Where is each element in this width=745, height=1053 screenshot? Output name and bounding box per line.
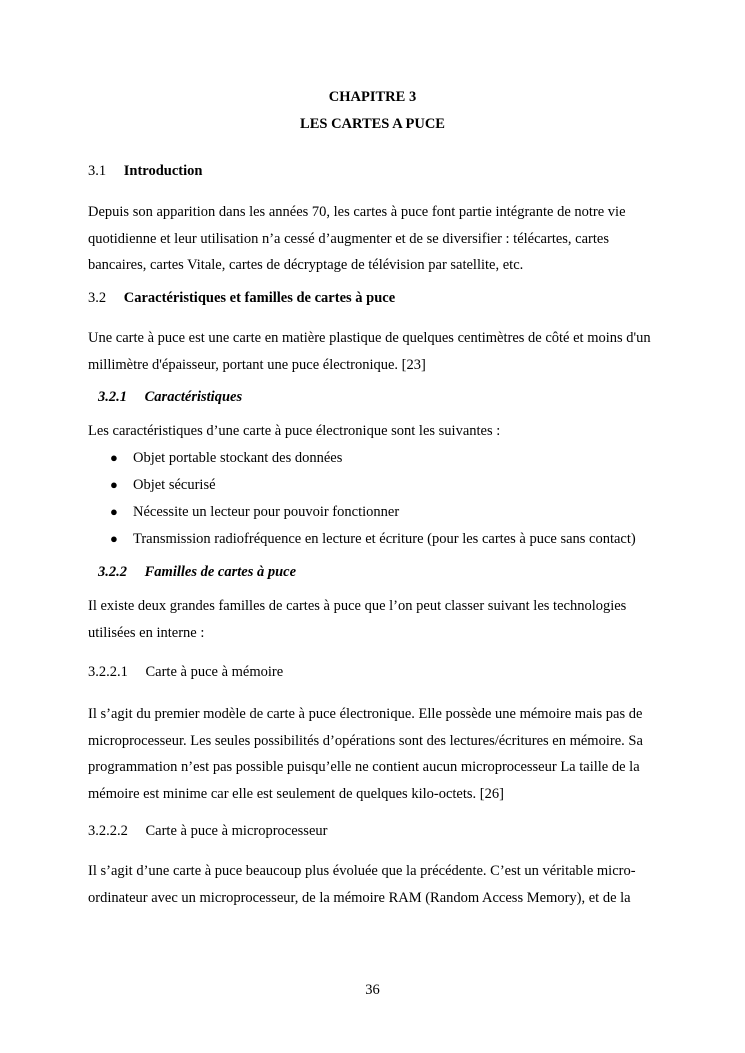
- section-title: Introduction: [123, 163, 203, 179]
- section-3-2-1-heading: [98, 389, 242, 406]
- paragraph-line: Il s’agit d’une carte à puce beaucoup plus évoluée que la précédente. C’est un véritable micro-: [88, 863, 636, 879]
- section-3-1-heading: [88, 163, 202, 180]
- section-3-2-2-1-heading: [88, 664, 283, 681]
- section-title: Caractéristiques et familles de cartes à puce: [123, 290, 396, 306]
- paragraph-line: mémoire est minime car elle est seulement de quelques kilo-octets. [26]: [88, 785, 504, 802]
- section-3-2-2-1-paragraph: [88, 701, 673, 807]
- section-title: Caractéristiques: [144, 389, 243, 405]
- paragraph-line: Une carte à puce est une carte en matière plastique de quelques centimètres de côté et moins d'un: [88, 330, 651, 346]
- bullet-icon: ●: [110, 531, 118, 546]
- bullet-icon: ●: [110, 477, 118, 492]
- paragraph-line: Il existe deux grandes familles de cartes à puce que l’on peut classer suivant les technologies: [88, 598, 627, 614]
- section-3-2-2-2-paragraph: [88, 858, 673, 911]
- section-number: 3.2.1: [98, 389, 127, 405]
- list-item-text: Transmission radiofréquence en lecture et écriture (pour les cartes à puce sans contact): [133, 531, 636, 547]
- paragraph-line: programmation n’est pas possible puisqu’elle ne contient aucun microprocesseur La taille de la: [88, 759, 640, 775]
- paragraph-line: Depuis son apparition dans les années 70, les cartes à puce font partie intégrante de notre vie: [88, 204, 626, 220]
- paragraph-line: millimètre d'épaisseur, portant une puce électronique. [23]: [88, 356, 426, 373]
- list-item-text: Nécessite un lecteur pour pouvoir fonctionner: [133, 504, 400, 520]
- section-number: 3.2.2: [98, 564, 127, 580]
- paragraph-line: quotidienne et leur utilisation n’a cessé d’augmenter et de se diversifier : télécartes, cartes: [88, 230, 609, 247]
- characteristics-intro: Les caractéristiques d’une carte à puce électronique sont les suivantes :: [88, 423, 501, 439]
- section-title: Familles de cartes à puce: [144, 564, 297, 580]
- page-number: 36: [365, 982, 380, 998]
- paragraph-line: ordinateur avec un microprocesseur, de la mémoire RAM (Random Access Memory), et de la: [88, 889, 631, 906]
- section-number: 3.2.2.2: [88, 823, 128, 839]
- bullet-icon: ●: [110, 504, 118, 519]
- section-3-2-2-paragraph: [88, 593, 673, 646]
- paragraph-line: microprocesseur. Les seules possibilités d’opérations sont des lectures/écritures en mémoire. Sa: [88, 732, 643, 749]
- section-3-2-paragraph: [88, 325, 673, 378]
- paragraph-line: utilisées en interne :: [88, 624, 205, 641]
- section-title: Carte à puce à microprocesseur: [145, 823, 328, 839]
- chapter-title: LES CARTES A PUCE: [300, 116, 445, 132]
- list-item-text: Objet portable stockant des données: [133, 450, 343, 466]
- chapter-number: CHAPITRE 3: [328, 89, 417, 105]
- section-number: 3.2: [88, 290, 107, 306]
- paragraph-line: Il s’agit du premier modèle de carte à puce électronique. Elle possède une mémoire mais pas de: [88, 706, 643, 722]
- bullet-icon: ●: [110, 450, 118, 465]
- section-number: 3.2.2.1: [88, 664, 128, 680]
- list-item-text: Objet sécurisé: [133, 477, 216, 493]
- section-3-2-heading: [88, 290, 395, 307]
- section-3-2-2-2-heading: [88, 823, 327, 840]
- section-3-1-paragraph: [88, 199, 673, 279]
- section-number: 3.1: [88, 163, 107, 179]
- section-title: Carte à puce à mémoire: [145, 664, 284, 680]
- paragraph-line: bancaires, cartes Vitale, cartes de décryptage de télévision par satellite, etc.: [88, 257, 524, 273]
- section-3-2-2-heading: [98, 564, 296, 581]
